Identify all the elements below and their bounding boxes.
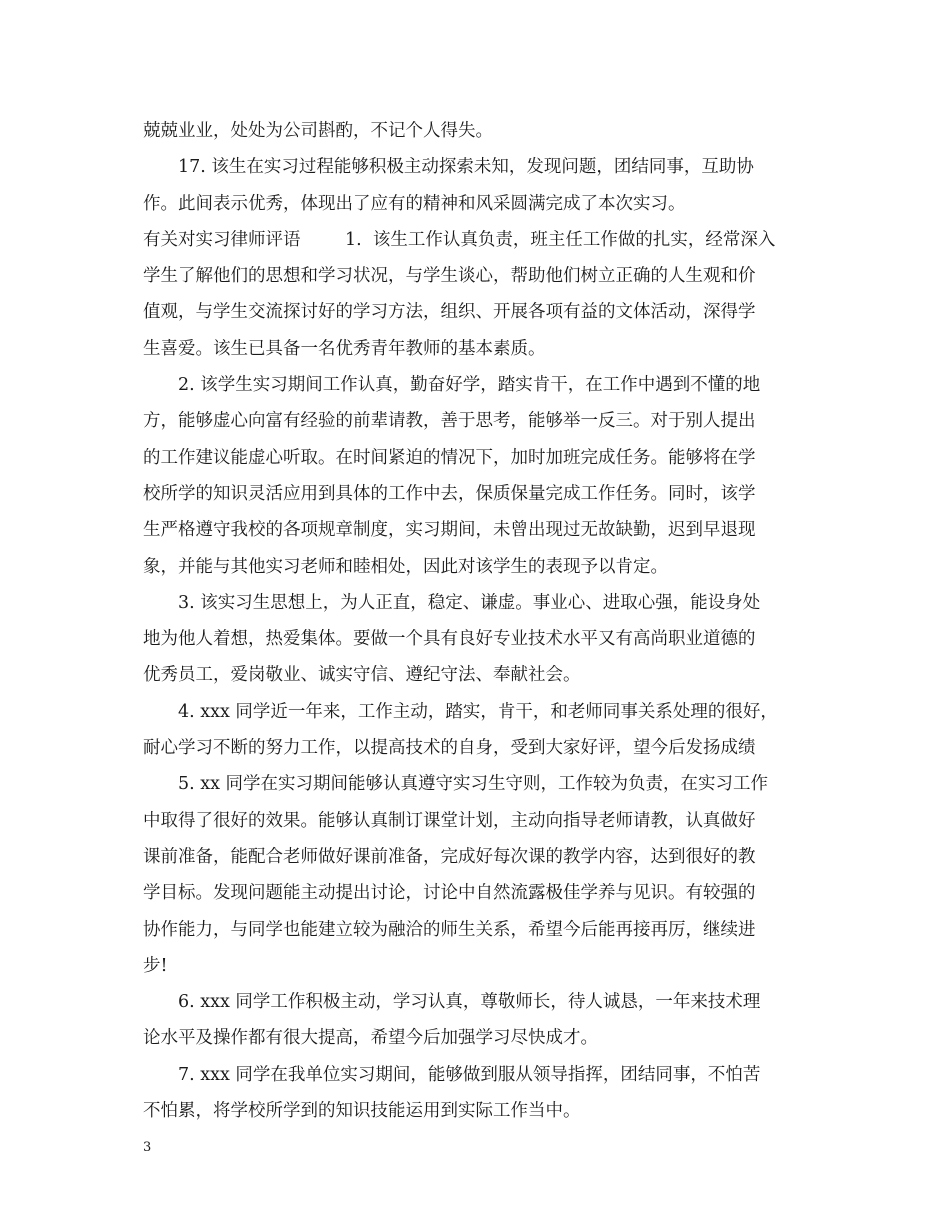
text-line: 耐心学习不断的努力工作，以提高技术的自身，受到大家好评，望今后发扬成绩	[143, 738, 756, 759]
text-line: 生严格遵守我校的各项规章制度，实习期间，未曾出现过无故缺勤，迟到早退现	[143, 520, 756, 541]
document-body	[143, 113, 813, 1129]
text-line: 学目标。发现问题能主动提出讨论，讨论中自然流露极佳学养与见识。有较强的	[143, 883, 756, 904]
text-line: 17. 该生在实习过程能够积极主动探索未知，发现问题，团结同事，互助协	[178, 157, 754, 178]
text-line: 7. xxx 同学在我单位实习期间，能够做到服从领导指挥，团结同事，不怕苦	[178, 1064, 761, 1085]
text-line: 优秀员工，爱岗敬业、诚实守信、遵纪守法、奉献社会。	[143, 665, 581, 686]
text-line: 不怕累，将学校所学到的知识技能运用到实际工作当中。	[143, 1101, 581, 1122]
text-line: 象，并能与其他实习老师和睦相处，因此对该学生的表现予以肯定。	[143, 556, 668, 577]
text-line: 校所学的知识灵活应用到具体的工作中去，保质保量完成工作任务。同时，该学	[143, 483, 756, 504]
text-line: 3. 该实习生思想上，为人正直，稳定、谦虚。事业心、进取心强，能设身处	[178, 592, 761, 613]
text-line: 5. xx 同学在实习期间能够认真遵守实习生守则，工作较为负责，在实习工作	[178, 774, 769, 795]
text-line: 的工作建议能虚心听取。在时间紧迫的情况下，加时加班完成任务。能够将在学	[143, 447, 756, 468]
text-line: 2. 该学生实习期间工作认真，勤奋好学，踏实肯干，在工作中遇到不懂的地	[178, 375, 761, 396]
text-line: 方，能够虚心向富有经验的前辈请教，善于思考，能够举一反三。对于别人提出	[143, 411, 756, 432]
text-line: 课前准备，能配合老师做好课前准备，完成好每次课的教学内容，达到很好的教	[143, 846, 756, 867]
text-line: 地为他人着想，热爱集体。要做一个具有良好专业技术水平又有高尚职业道德的	[143, 629, 756, 650]
text-line: 4. xxx 同学近一年来，工作主动，踏实，肯干，和老师同事关系处理的很好，	[178, 701, 778, 722]
page-number: 3	[143, 1140, 152, 1155]
text-line: 步!	[143, 955, 168, 976]
text-line: 学生了解他们的思想和学习状况，与学生谈心，帮助他们树立正确的人生观和价	[143, 266, 756, 287]
text-line: 生喜爱。该生已具备一名优秀青年教师的基本素质。	[143, 338, 546, 359]
text-line: 6. xxx 同学工作积极主动，学习认真，尊敬师长，待人诚恳，一年来技术理	[178, 992, 761, 1013]
text-line: 协作能力，与同学也能建立较为融洽的师生关系，希望今后能再接再厉，继续进	[143, 919, 756, 940]
text-line: 作。此间表示优秀，体现出了应有的精神和风采圆满完成了本次实习。	[143, 193, 686, 214]
text-line: 论水平及操作都有很大提高，希望今后加强学习尽快成才。	[143, 1028, 598, 1049]
text-line: 兢兢业业，处处为公司斟酌，不记个人得失。	[143, 121, 493, 141]
text-line: 值观，与学生交流探讨好的学习方法，组织、开展各项有益的文体活动，深得学	[143, 302, 756, 323]
text-line: 有关对实习律师评语 1. 该生工作认真负责，班主任工作做的扎实，经常深入	[143, 229, 776, 250]
text-line: 中取得了很好的效果。能够认真制订课堂计划，主动向指导老师请教，认真做好	[143, 810, 756, 831]
